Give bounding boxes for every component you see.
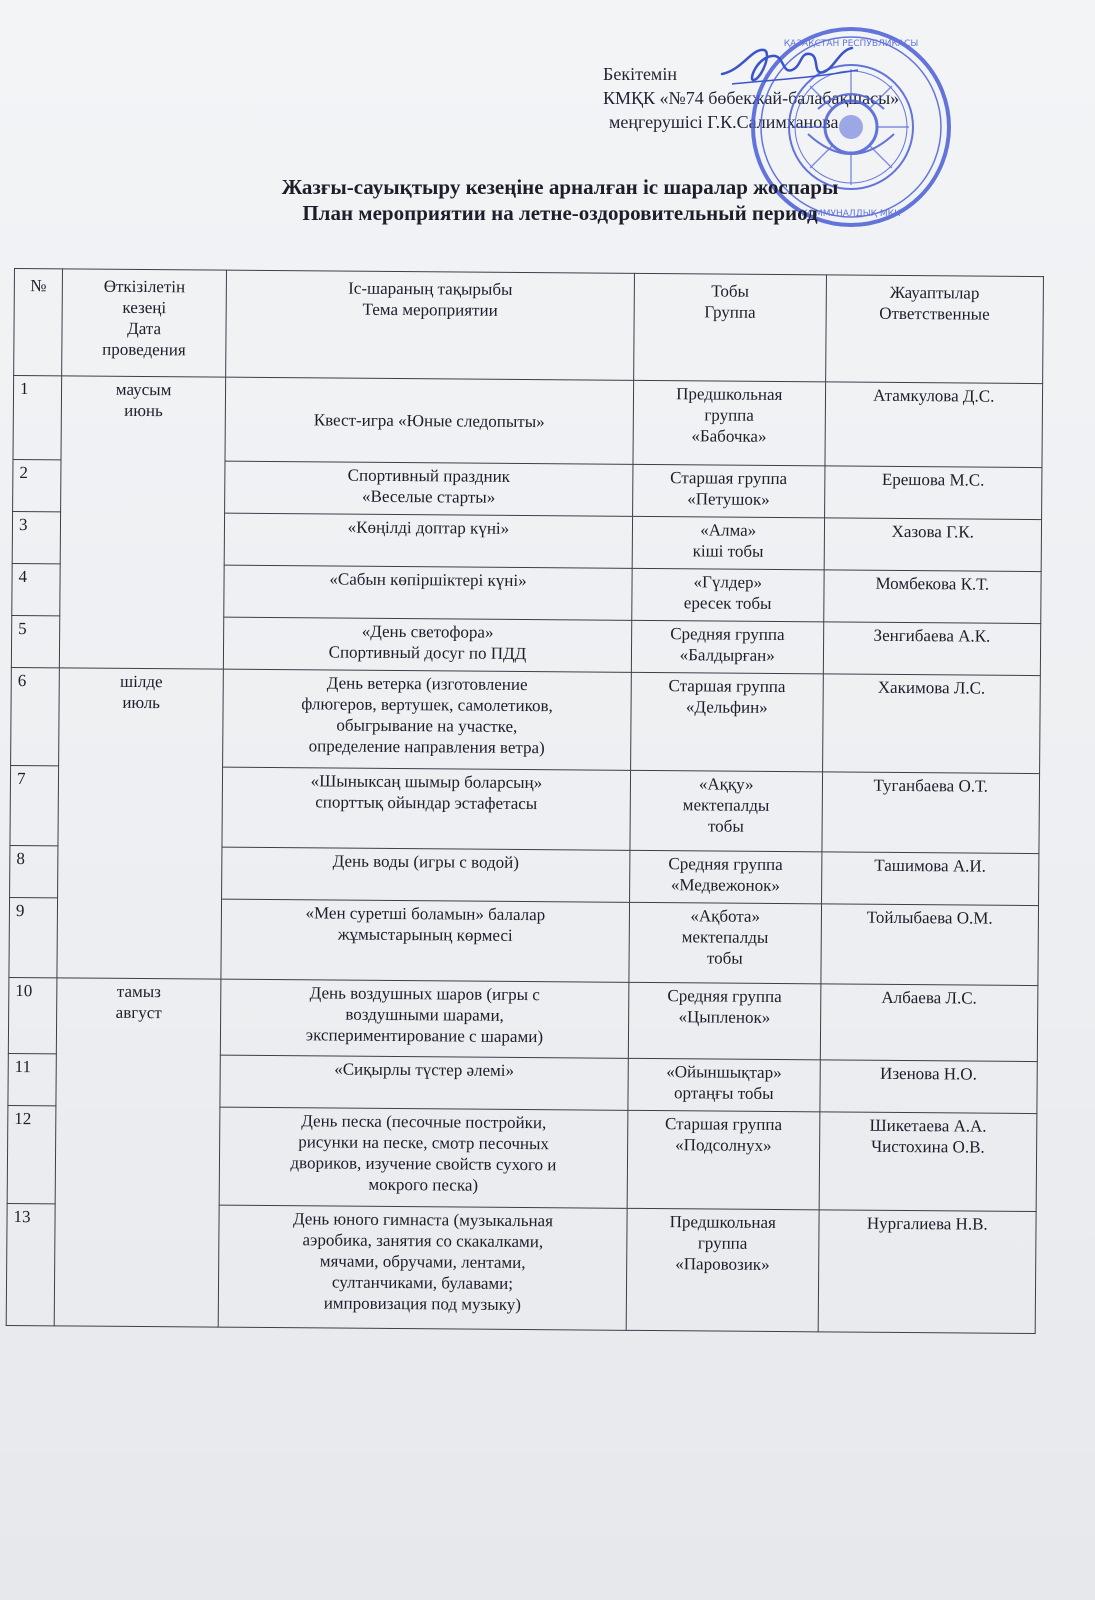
row-group: «Аққу» мектепалды тобы	[630, 770, 822, 852]
header-group: Тобы Группа	[634, 273, 826, 382]
row-num: 7	[10, 765, 59, 845]
row-responsible: Тойлыбаева О.М.	[820, 904, 1038, 986]
row-num: 11	[8, 1053, 57, 1105]
header-num: №	[14, 269, 63, 376]
row-group: Средняя группа «Медвежонок»	[629, 850, 821, 904]
row-event: «Сиқырлы түстер әлемі»	[220, 1055, 628, 1110]
row-responsible: Хазова Г.К.	[824, 518, 1042, 572]
table-row	[8, 977, 1038, 1061]
row-event: День воздушных шаров (игры с воздушными шарами, экспериментирование с шарами)	[220, 979, 629, 1058]
row-responsible: Момбекова К.Т.	[823, 570, 1041, 624]
row-event: Квест-игра «Юные следопыты»	[225, 377, 634, 464]
table-row	[11, 667, 1041, 773]
row-event: День воды (игры с водой)	[222, 847, 630, 902]
row-group: Предшкольная группа «Паровозик»	[626, 1208, 819, 1332]
row-num: 10	[8, 977, 57, 1053]
row-group: Старшая группа «Дельфин»	[631, 672, 823, 772]
row-responsible: Изенова Н.О.	[819, 1060, 1037, 1114]
row-event: «Шыныксаң шымыр боларсың» спорттық ойындар эстафетасы	[222, 767, 631, 850]
row-group: «Ойыншықтар» ортаңғы тобы	[628, 1058, 820, 1112]
table-header-row	[14, 269, 1044, 384]
period-august: тамыз август	[54, 978, 221, 1327]
header-period: Өткізілетін кезеңі Дата проведения	[62, 269, 227, 377]
row-event: Спортивный праздник «Веселые старты»	[225, 461, 633, 516]
row-event: День песка (песочные постройки, рисунки на песке, смотр песочных двориков, изучение свойств сухого и мокрого песка)	[219, 1107, 628, 1208]
row-responsible: Ерешова М.С.	[824, 466, 1042, 520]
signature-icon	[712, 40, 862, 92]
row-event: День ветерка (изготовление флюгеров, вертушек, самолетиков, обыгрывание на участке, определение направления ветра)	[223, 669, 632, 770]
row-group: «Алма» кіші тобы	[632, 516, 824, 570]
events-table	[6, 268, 1044, 1334]
row-num: 8	[10, 845, 59, 897]
header-responsible: Жауаптылар Ответственные	[825, 275, 1043, 384]
row-group: Предшкольная группа «Бабочка»	[633, 380, 825, 466]
row-num: 2	[13, 459, 62, 511]
row-num: 6	[11, 667, 60, 765]
row-group: «Ақбота» мектепалды тобы	[629, 902, 821, 984]
approval-label: Бекітемін	[603, 64, 677, 84]
page-title	[60, 174, 1060, 226]
row-responsible: Атамкулова Д.С.	[825, 382, 1043, 468]
row-group: «Гүлдер» ересек тобы	[632, 568, 824, 622]
row-responsible: Хакимова Л.С.	[822, 674, 1040, 774]
title-kazakh: Жазғы-сауықтыру кезеңіне арналған іс шаралар жоспары	[281, 175, 839, 199]
row-responsible: Албаева Л.С.	[820, 984, 1038, 1062]
row-responsible: Нургалиева Н.В.	[818, 1210, 1036, 1334]
row-group: Старшая группа «Петушок»	[633, 464, 825, 518]
row-num: 3	[12, 511, 61, 563]
row-event: День юного гимнаста (музыкальная аэробика, занятия со скакалками, мячами, обручами, лентами, султанчиками, булавами; импровизация под музыку)	[218, 1205, 627, 1330]
row-group: Старшая группа «Подсолнух»	[627, 1110, 819, 1210]
row-num: 12	[7, 1105, 56, 1203]
period-june: маусым июнь	[60, 376, 226, 669]
row-num: 9	[9, 897, 58, 977]
row-num: 5	[11, 615, 60, 667]
row-responsible: Зенгибаева А.К.	[823, 622, 1041, 676]
title-russian: План мероприятии на летне-оздоровительный период	[302, 201, 818, 225]
row-responsible: Ташимова А.И.	[821, 852, 1039, 906]
row-num: 13	[6, 1203, 55, 1325]
approval-organization: КМҚК «№74 бөбекжай-балабақшасы»	[603, 88, 900, 108]
row-group: Средняя группа «Цыпленок»	[628, 982, 820, 1060]
row-event: «Мен суретші боламын» балалар жұмыстарының көрмесі	[221, 899, 630, 982]
table-row	[13, 376, 1043, 468]
row-num: 1	[13, 376, 62, 460]
header-event: Іс-шараның тақырыбы Тема мероприятии	[226, 270, 635, 380]
row-event: «День светофора» Спортивный досуг по ПДД	[223, 617, 631, 672]
svg-text:ҚАЗАҚСТАН РЕСПУБЛИКАСЫ: ҚАЗАҚСТАН РЕСПУБЛИКАСЫ	[783, 39, 919, 49]
row-responsible: Туганбаева О.Т.	[822, 772, 1040, 854]
svg-text:КОММУНАЛДЫҚ МҚК: КОММУНАЛДЫҚ МҚК	[801, 209, 901, 219]
approval-head: меңгерушісі Г.К.Салимханова	[609, 112, 839, 132]
period-july: шілде июль	[57, 668, 223, 979]
row-event: «Көңілді доптар күні»	[224, 513, 632, 568]
row-num: 4	[12, 563, 61, 615]
row-responsible: Шикетаева А.А. Чистохина О.В.	[819, 1112, 1037, 1212]
row-group: Средняя группа «Балдырған»	[631, 620, 823, 674]
row-event: «Сабын көпіршіктері күні»	[224, 565, 632, 620]
